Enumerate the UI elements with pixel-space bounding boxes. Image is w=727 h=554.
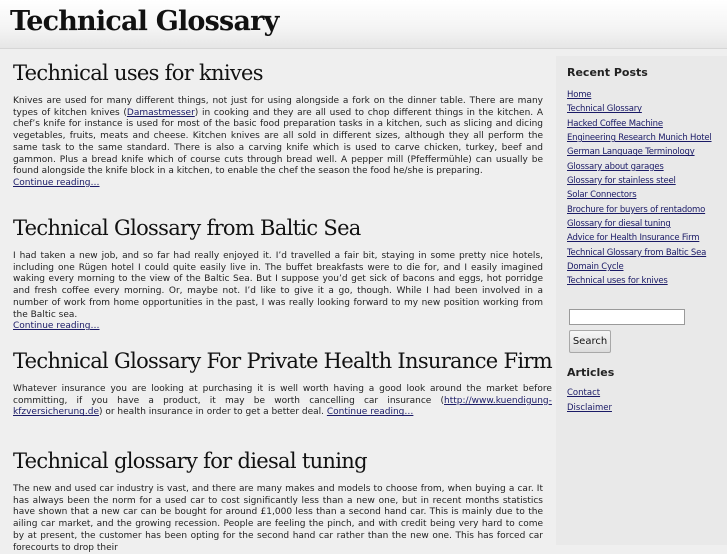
continue-reading-link[interactable]: Continue reading… [13, 177, 100, 188]
post-body: The new and used car industry is vast, and there are many makes and models to choose from, when buying a car. It has always been the norm for a used car to cost significantly less than a new one, but in recent months statistics have shown that a new car can be bought for around £1,000 less than a second hand car. This is mainly due to the ailing car market, and the growing recession. People are feeling the pinch, and with credit being very hard to come by at present, the customer has been opting for the second hand car rather than the new one. This has forced car forecourts to drop their [13, 484, 543, 553]
search-button[interactable]: Search [569, 330, 611, 353]
post-text: Whatever insurance you are looking at purchasing it is well worth having a good look around the market before committing, if you have a product, it may be worth cancelling car insurance ( [13, 384, 552, 406]
recent-post-link[interactable]: Solar Connectors [567, 190, 637, 201]
post-title[interactable]: Technical Glossary For Private Health Insurance Firm [13, 349, 552, 373]
contact-link[interactable]: Contact [567, 388, 601, 398]
post-link-insurance[interactable]: http://www.kuendigung-kfzversicherung.de [13, 395, 552, 418]
post [13, 60, 543, 190]
post-text: ) in cooking and they are all used to chop different things in the kitchen. A chef’s knife for instance is used for most of the basic food preparation tasks in a kitchen, such as slicing and dicing vegetables, fruits, meats and cheese. Kitchen knives are all sold in different sizes, although they all perform the same task to the same standard. There is also a carving knife which is used to carve chicken, turkey, beef and gammon. Plus a bread knife which of course cuts through bread well. A pepper mill (Pfeffermühle) can usually be found alongside the knife block in a kitchen, to enable the chef the season the food he/she is preparing. [13, 107, 543, 177]
recent-posts-list [567, 88, 712, 289]
search-input[interactable] [569, 309, 685, 325]
site-header [0, 0, 727, 49]
recent-post-link[interactable]: German Language Terminology [567, 147, 695, 158]
list-item [567, 217, 712, 231]
disclaimer-link[interactable]: Disclaimer [567, 402, 612, 413]
list-item [567, 260, 712, 274]
post-title[interactable]: Technical Glossary from Baltic Sea [13, 216, 361, 240]
list-item [567, 117, 712, 131]
list-item [567, 274, 712, 288]
recent-posts-heading: Recent Posts [567, 66, 648, 79]
recent-post-link[interactable]: Home [567, 90, 592, 100]
recent-post-link[interactable]: Glossary for diesal tuning [567, 219, 671, 230]
sidebar [556, 56, 727, 545]
recent-post-link[interactable]: Technical Glossary [567, 104, 642, 115]
post-body [13, 96, 543, 190]
site-title[interactable]: Technical Glossary [10, 6, 279, 37]
recent-post-link[interactable]: Glossary about garages [567, 161, 664, 172]
list-item [567, 174, 712, 188]
post-body [13, 251, 543, 333]
list-item [567, 188, 712, 202]
recent-post-link[interactable]: Hacked Coffee Machine [567, 118, 663, 129]
post [13, 448, 543, 554]
post-text: ) or health insurance in order to get a better deal. [98, 407, 327, 418]
list-item [567, 203, 712, 217]
recent-post-link[interactable]: Glossary for stainless steel [567, 176, 676, 187]
continue-reading-link[interactable]: Continue reading… [13, 321, 100, 332]
continue-reading-link[interactable]: Continue reading… [326, 407, 414, 418]
post [13, 348, 552, 419]
recent-post-link[interactable]: Engineering Research Munich Hotel [567, 133, 712, 144]
list-item [567, 88, 712, 102]
recent-post-link[interactable]: Technical Glossary from Baltic Sea [567, 247, 707, 258]
post-body [13, 384, 552, 419]
list-item [567, 160, 712, 174]
list-item [567, 145, 712, 159]
recent-post-link[interactable]: Advice for Health Insurance Firm [567, 233, 700, 244]
post [13, 215, 543, 333]
articles-list [567, 386, 612, 415]
list-item [567, 131, 712, 145]
post-title[interactable]: Technical glossary for diesal tuning [13, 449, 367, 473]
list-item [567, 401, 612, 416]
post-text: I had taken a new job, and so far had really enjoyed it. I’d travelled a fair bit, staying in some pretty nice hotels, including one Rügen hotel I could quite easily live in. The buffet breakfasts were to die for, and I easily imagined waking every morning to the view of the Baltic Sea. But I suppose you’d get sick of bacons and eggs, hot porridge and fresh coffee every morning. Or, maybe not. I’d like to give it a go, though. While I had been involved in a number of work from home opportunities in the past, I was really looking forward to my new position working from the Baltic sea. [13, 251, 543, 320]
list-item [567, 386, 612, 401]
recent-post-link[interactable]: Technical uses for knives [567, 276, 668, 287]
list-item [567, 102, 712, 116]
post-text: Knives are used for many different things, not just for using alongside a fork on the dinner table. There are many types of kitchen knives ( [13, 96, 543, 118]
post-link-damastmesser[interactable]: Damastmesser [126, 107, 195, 118]
post-title[interactable]: Technical uses for knives [13, 61, 263, 85]
list-item [567, 231, 712, 245]
list-item [567, 246, 712, 260]
articles-heading: Articles [567, 366, 615, 379]
recent-post-link[interactable]: Domain Cycle [567, 262, 624, 273]
recent-post-link[interactable]: Brochure for buyers of rentadomo [567, 204, 706, 215]
